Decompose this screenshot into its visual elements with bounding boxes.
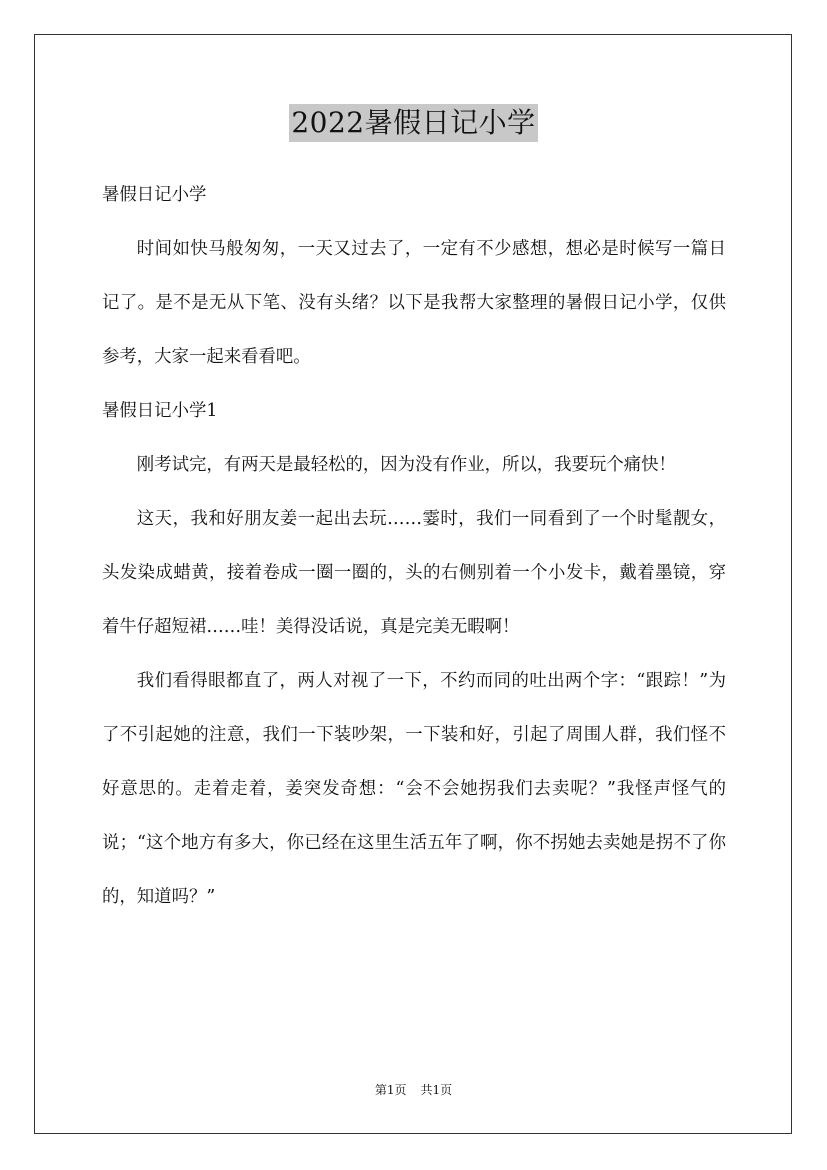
section-heading: 暑假日记小学 — [102, 185, 207, 205]
section-heading: 暑假日记小学1 — [102, 401, 218, 421]
body-paragraph: 这天，我和好朋友姜一起出去玩……霎时，我们一同看到了一个时髦靓女，头发染成蜡黄，接着卷成一圈一圈的，头的右侧别着一个小发卡，戴着墨镜，穿着牛仔超短裙……哇！美得没话说，真是完美无暇啊！ — [102, 509, 726, 637]
body-paragraph: 我们看得眼都直了，两人对视了一下，不约而同的吐出两个字：“跟踪！”为了不引起她的注意，我们一下装吵架，一下装和好，引起了周围人群，我们怪不好意思的。走着走着，姜突发奇想：“会不会她拐我们去卖呢？”我怪声怪气的说；“这个地方有多大，你已经在这里生活五年了啊，你不拐她去卖她是拐不了你的，知道吗？” — [102, 671, 726, 907]
page-total: 共1页 — [420, 1083, 453, 1097]
page-number: 第1页 — [374, 1083, 407, 1097]
page-footer — [0, 1082, 827, 1098]
document-body — [102, 168, 726, 924]
body-paragraph: 刚考试完，有两天是最轻松的，因为没有作业，所以，我要玩个痛快！ — [136, 455, 676, 475]
title-container — [0, 104, 827, 142]
document-title: 2022暑假日记小学 — [289, 104, 537, 142]
intro-paragraph: 时间如快马般匆匆，一天又过去了，一定有不少感想，想必是时候写一篇日记了。是不是无从下笔、没有头绪？以下是我帮大家整理的暑假日记小学，仅供参考，大家一起来看看吧。 — [102, 239, 726, 367]
